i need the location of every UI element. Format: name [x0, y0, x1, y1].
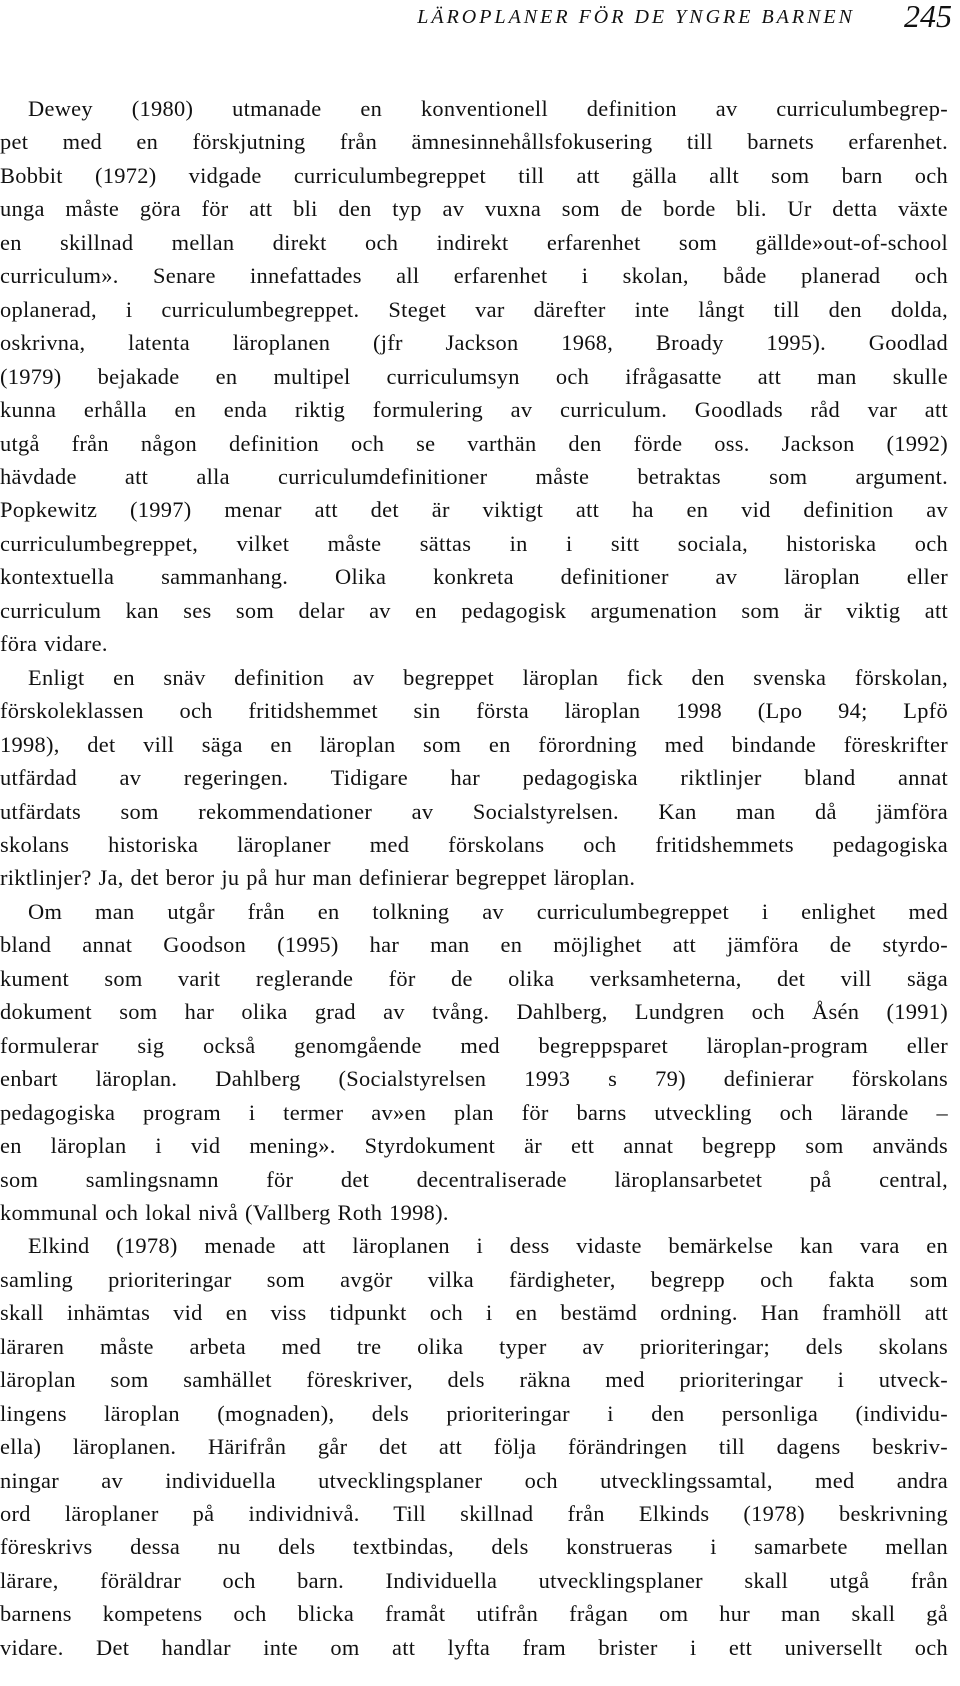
text-line: Elkind (1978) menade att läroplanen i dess vidaste bemärkelse kan vara en	[28, 1233, 948, 1259]
text-line: oskrivna, latenta läroplanen (jfr Jackson 1968, Broady 1995). Goodlad	[0, 330, 948, 356]
text-line: oplanerad, i curriculumbegreppet. Steget var därefter inte långt till den dolda,	[0, 296, 948, 322]
text-line: vidare. Det handlar inte om att lyfta fram brister i ett universellt och	[0, 1634, 948, 1660]
text-line: Dewey (1980) utmanade en konventionell definition av curriculumbegrep-	[28, 96, 948, 121]
paragraph	[0, 661, 948, 895]
text-line: föreskrivs dessa nu dels textbindas, dels konstrueras i samarbete mellan	[0, 1534, 948, 1560]
text-line: ord läroplaner på individnivå. Till skillnad från Elkinds (1978) beskrivning	[0, 1501, 948, 1527]
text-line: 1998), det vill säga en läroplan som en förordning med bindande föreskrifter	[0, 731, 948, 757]
text-line: en läroplan i vid mening». Styrdokument är ett annat begrepp som används	[0, 1133, 948, 1159]
paragraph	[0, 1229, 948, 1664]
text-line: utgå från någon definition och se varthän den förde oss. Jackson (1992)	[0, 430, 948, 456]
text-line: (1979) bejakade en multipel curriculumsyn och ifrågasatte att man skulle	[0, 363, 948, 389]
text-line: föra vidare.	[0, 631, 108, 657]
page-number: 245	[904, 0, 952, 34]
text-line: riktlinjer? Ja, det beror ju på hur man definierar begreppet läroplan.	[0, 865, 636, 891]
text-line: bland annat Goodson (1995) har man en möjlighet att jämföra de styrdo-	[0, 932, 948, 958]
text-line: curriculumbegreppet, vilket måste sättas in i sitt sociala, historiska och	[0, 530, 948, 556]
text-line: pedagogiska program i termer av»en plan för barns utveckling och lärande –	[0, 1099, 948, 1125]
text-line: en skillnad mellan direkt och indirekt erfarenhet som gällde»out-of-school	[0, 229, 948, 255]
text-line: som samlingsnamn för det decentraliserade läroplansarbetet på central,	[0, 1166, 948, 1192]
text-line: Popkewitz (1997) menar att det är viktigt att ha en vid definition av	[0, 497, 948, 523]
text-line: curriculum». Senare innefattades all erfarenhet i skolan, både planerad och	[0, 263, 948, 289]
text-line: barnens kompetens och blicka framåt utifrån frågan om hur man skall gå	[0, 1601, 948, 1627]
text-line: utfärdats som rekommendationer av Socialstyrelsen. Kan man då jämföra	[0, 798, 948, 824]
text-line: hävdade att alla curriculumdefinitioner måste betraktas som argument.	[0, 463, 948, 489]
text-line: Bobbit (1972) vidgade curriculumbegreppet till att gälla allt som barn och	[0, 162, 948, 188]
running-header	[0, 0, 960, 40]
text-line: unga måste göra för att bli den typ av vuxna som de borde bli. Ur detta växte	[0, 196, 948, 222]
text-line: Om man utgår från en tolkning av curriculumbegreppet i enlighet med	[28, 898, 948, 924]
paragraph	[0, 92, 948, 661]
text-line: lärare, föräldrar och barn. Individuella utvecklingsplaner skall utgå från	[0, 1567, 948, 1593]
text-line: Enligt en snäv definition av begreppet läroplan fick den svenska förskolan,	[28, 664, 948, 690]
text-line: lingens läroplan (mognaden), dels prioriteringar i den personliga (individu-	[0, 1400, 948, 1426]
text-line: kommunal och lokal nivå (Vallberg Roth 1998).	[0, 1199, 449, 1225]
text-line: läraren måste arbeta med tre olika typer av prioriteringar; dels skolans	[0, 1333, 948, 1359]
text-line: kument som varit reglerande för de olika verksamheterna, det vill säga	[0, 965, 948, 991]
text-line: curriculum kan ses som delar av en pedagogisk argumenation som är viktig att	[0, 597, 948, 623]
body-text	[0, 92, 948, 1664]
text-line: läroplan som samhället föreskriver, dels räkna med prioriteringar i utveck-	[0, 1367, 948, 1393]
text-line: enbart läroplan. Dahlberg (Socialstyrelsen 1993 s 79) definierar förskolans	[0, 1066, 948, 1092]
text-line: ningar av individuella utvecklingsplaner och utvecklingssamtal, med andra	[0, 1467, 948, 1493]
text-line: utfärdad av regeringen. Tidigare har pedagogiska riktlinjer bland annat	[0, 765, 948, 791]
text-line: ella) läroplanen. Härifrån går det att följa förändringen till dagens beskriv-	[0, 1434, 948, 1460]
text-line: samling prioriteringar som avgör vilka färdigheter, begrepp och fakta som	[0, 1266, 948, 1292]
running-title: LÄROPLANER FÖR DE YNGRE BARNEN	[417, 6, 855, 28]
text-line: kunna erhålla en enda riktig formulering av curriculum. Goodlads råd var att	[0, 397, 948, 423]
text-line: pet med en förskjutning från ämnesinnehållsfokusering till barnets erfarenhet.	[0, 129, 948, 155]
text-line: formulerar sig också genomgående med begreppsparet läroplan-program eller	[0, 1032, 948, 1058]
text-line: dokument som har olika grad av tvång. Dahlberg, Lundgren och Åsén (1991)	[0, 999, 948, 1025]
text-line: förskoleklassen och fritidshemmet sin första läroplan 1998 (Lpo 94; Lpfö	[0, 698, 948, 724]
text-line: kontextuella sammanhang. Olika konkreta definitioner av läroplan eller	[0, 564, 948, 590]
text-line: skall inhämtas vid en viss tidpunkt och i en bestämd ordning. Han framhöll att	[0, 1300, 948, 1326]
paragraph	[0, 895, 948, 1230]
text-line: skolans historiska läroplaner med förskolans och fritidshemmets pedagogiska	[0, 831, 948, 857]
